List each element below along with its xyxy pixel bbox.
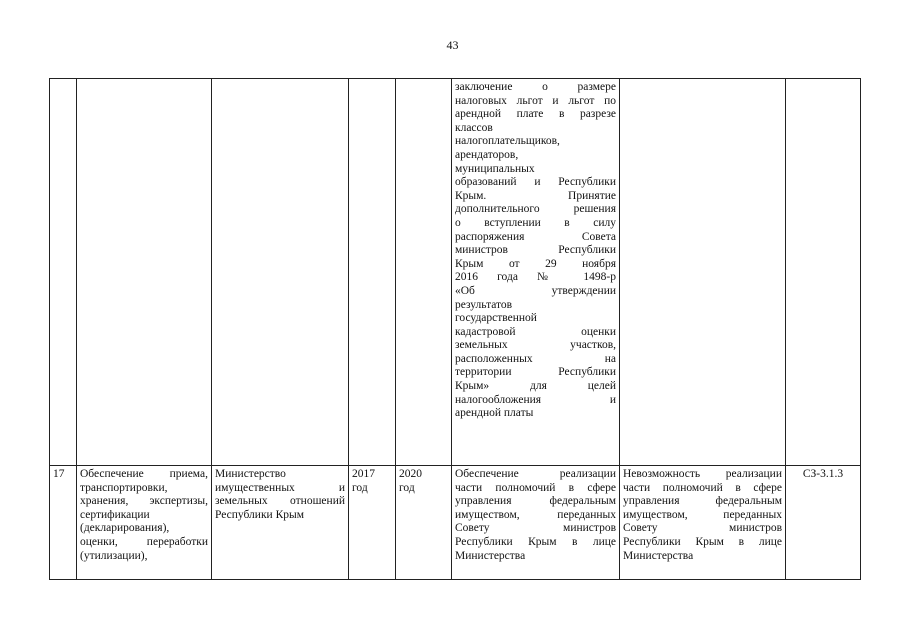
text-line: Министерства [455,549,526,562]
cell-executor [212,79,349,466]
text-line: управления федеральным [455,495,616,508]
text-line: образований и Республики [455,176,616,189]
text-line: Невозможность реализации [623,468,782,480]
text-line: налоговых льгот и льгот по [455,94,616,107]
text-line: заключение о размере [455,81,616,93]
text-line: министров Республики [455,244,616,257]
cell-expected-result [452,79,620,466]
text-line: Крым от 29 ноября [455,257,616,270]
text-line: хранения, экспертизы, [80,495,208,508]
table-row-continuation [50,79,861,466]
cell-end-year [396,79,452,466]
text-line: Республики Крым [215,508,304,521]
text-line: части полномочий в сфере [623,481,782,494]
text-line: части полномочий в сфере [455,481,616,494]
text-line: 2020 [399,468,422,480]
text-line: арендной платы [455,407,534,420]
text-line: территории Республики [455,366,616,379]
text-line: арендной плате в разрезе [455,108,616,121]
text-line: расположенных на [455,352,616,365]
text-line: 2017 [352,468,375,480]
text-line: Крым. Принятие [455,189,616,202]
cell-indicator-code: СЗ-3.1.3 [786,466,861,580]
cell-measure [77,466,212,580]
text-line: Обеспечение приема, [80,468,208,480]
text-line: арендаторов, [455,148,519,161]
text-line: год [352,481,368,494]
text-line: дополнительного решения [455,203,616,216]
text-line: результатов [455,298,513,311]
cell-start-year [349,79,396,466]
text-line: Крым» для целей [455,380,616,393]
text-line: Обеспечение реализации [455,468,616,480]
text-line: классов [455,121,493,134]
text-line: Министерства [623,549,694,562]
text-line: год [399,481,415,494]
text-line: Совету министров [455,522,616,535]
cell-end-year [396,466,452,580]
cell-consequence [620,79,786,466]
text-line: распоряжения Совета [455,230,616,243]
cell-indicator-code [786,79,861,466]
text-line: имуществом, переданных [455,508,616,521]
cell-expected-result [452,466,620,580]
text-line: Совету министров [623,522,782,535]
text-line: оценки, переработки [80,535,208,548]
text-line: управления федеральным [623,495,782,508]
text-line: «Об утверждении [455,284,616,297]
text-line: государственной [455,312,537,325]
text-line: сертификации [80,508,150,521]
text-line: (утилизации), [80,549,148,562]
text-line: (декларирования), [80,522,170,535]
cell-executor [212,466,349,580]
cell-start-year [349,466,396,580]
cell-number [50,79,77,466]
text-line: земельных участков, [455,339,616,352]
text-line: Республики Крым в лице [623,535,782,548]
text-line: налогоплательщиков, [455,135,560,148]
page-number: 43 [446,38,459,52]
text-line: Министерство [215,468,286,480]
text-line: Республики Крым в лице [455,535,616,548]
table-row-17 [50,466,861,580]
text-line: земельных отношений [215,495,345,508]
text-line: имущественных и [215,481,345,494]
text-line: налогообложения и [455,393,616,406]
text-line: кадастровой оценки [455,325,616,338]
measures-table [49,78,861,580]
cell-measure [77,79,212,466]
text-line: транспортировки, [80,481,168,494]
text-line: о вступлении в силу [455,216,616,229]
text-line: имуществом, переданных [623,508,782,521]
text-line: 2016 года № 1498-р [455,271,616,284]
cell-consequence [620,466,786,580]
cell-number: 17 [50,466,77,580]
text-line: муниципальных [455,162,535,175]
